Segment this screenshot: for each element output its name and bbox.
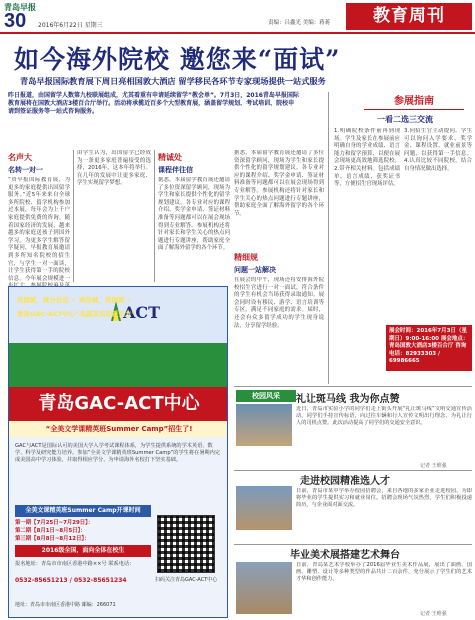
recruit-photo <box>236 486 292 530</box>
editor-credits: 责编：吕鑫光 美编：蒋蒋 <box>268 20 331 26</box>
date-line: 2016年6月22日 星期三 <box>38 22 103 29</box>
section-heading-2: 精诚处 <box>158 153 182 162</box>
qr-caption: 扫码关注青岛GAC-ACT中心 <box>155 577 218 583</box>
ad-address: 地址：青岛市市南区香港中路 邮编：266071 <box>15 602 116 608</box>
tips-col-2 <box>404 128 472 322</box>
tips-subtitle: 一看二选三交流 <box>377 115 433 124</box>
section-body-2b: 据悉，本届留学教育展还邀请了多位资深留学顾问，现场为学生和家长提供个性化的留学规划建议。各专业对应的课程介绍、奖学金申请、签证材料准备等问题都可以在展会现场得到专业解答。参展机构还将针对家长和学生关心的热点问题进行专题讲座，帮助家庭全面了解海外留学的各个环节。 <box>234 150 324 217</box>
section-divider <box>234 544 472 545</box>
article-title-crosswalk: 礼让斑马线 我为你点赞 <box>296 394 400 405</box>
section-body-3: 在展会的中午，现场还将安排海外院校招生官进行一对一面试，符合条件的学生有机会当场获得录取通知。展会同时设有移民、游学、语言培训等专区，满足不同家庭的需求。届时，还会有众多留学成功的学生现身说法，分享留学经验。 <box>234 277 324 329</box>
article-body-art-show: 日前，青岛某艺术学校举办了2016届毕业生美术作品展，展出了油画、国画、雕塑、设计等多种类型的作品共计二百余件，充分展示了学生们的艺术才华和创作能力。 <box>296 562 472 583</box>
article-col-2 <box>77 150 151 284</box>
ad-hotline: 0532-85651213 / 0532-85651234 <box>15 577 127 584</box>
newspaper-logo: 青岛早报 <box>4 3 36 12</box>
section-banner: 教育周刊 <box>346 3 472 30</box>
article-col-1 <box>8 150 70 284</box>
byline: 记者 王维强 <box>420 611 447 617</box>
section-subheading-3: 问题一站解决 <box>234 266 276 274</box>
section-divider <box>234 386 472 387</box>
col-divider <box>73 150 74 282</box>
ad-slogan-2: 青岛GAC-ACT中心“名副其实的新东方” <box>17 310 136 318</box>
schedule-row: 第一期【7月25日~7月29日】： <box>15 520 94 526</box>
byline: 记者 王维强 <box>420 463 447 469</box>
page-header <box>0 0 475 32</box>
gac-act-advertisement <box>8 286 228 618</box>
lede-continued: 由学生认为，出国留学已经成为一条更多家庭普遍接受的选择，2016年，这本年将举行。在几年的发展中让更多家庭、学生实现留学梦想。 <box>77 150 151 187</box>
ad-contact: 报名地址：青岛市市南区香港中路××号 联系电话： <box>15 561 135 567</box>
ad-body: GAC与ACT是国际认可的美国大学入学考试课程体系，为学生提供系统的学术英语、数学、科学及研究能力培养。参加“全美文学课精英班Summer Camp”的学生将在暑期内完成美国高中学习体验，并取得相应学分，为申请海外名校打下坚实基础。 <box>15 443 220 464</box>
ad-slogan-band <box>9 343 228 387</box>
camp-schedule <box>15 519 151 543</box>
ad-subtitle: “全美文学课精英班Summer Camp”招生了! <box>9 421 228 437</box>
campus-section-label: 校园风采 <box>236 390 296 402</box>
lede-paragraph <box>8 92 300 116</box>
tips-title: 参展指南 <box>364 94 464 110</box>
article-col-4 <box>234 150 324 380</box>
section-divider <box>234 470 472 471</box>
ad-deadline: 2016级全国，面向全体在校生 <box>15 545 151 557</box>
article-title-recruit: 走进校园精准选人才 <box>300 476 390 487</box>
camp-schedule-title: 全美文课精英班Summer Camp开课时间 <box>15 505 151 517</box>
ad-slogan-1: 美国就，就分处论 ✓ 美法就，美国就 ✓ <box>17 296 133 304</box>
page-number: 30 <box>4 10 27 32</box>
main-headline: 如今海外院校 邀您来“面试” <box>14 45 341 74</box>
header-rule <box>0 32 475 34</box>
section-subheading-2: 课程伴往信 <box>158 166 193 174</box>
tips-body-2: 3.向招生官主动提问。学生可以询问入学要求、奖学金、课程设置、就业前景等问题，以获得第一手信息。4.认真比较不同院校，结合自身情况做出选择。 <box>404 128 472 172</box>
article-col-3 <box>158 150 230 284</box>
act-brand: ACT <box>123 303 161 322</box>
section-heading-3: 精细规 <box>234 253 258 262</box>
tips-body-1: 1.明确院校条件前再到现场。学生及家长在参展前应明确自身的学业成绩、语言能力和留学预算，以便在展会现场更高效地筛选院校。2.带齐相关材料。包括成绩单、语言成绩、获奖证书等，方便招生官现场评估。 <box>334 128 400 188</box>
lede-text: 昨日报道，由国留学人数第九校联展组成，尤其看重有申请延续留学”教会单”。7月3日，2016青岛早报国际教育展将在国敦大酒店3楼百合厅举行。活动将承揽近百多个大型教育展，涵盖留学规划、考试培训、院校申请到签证服务等一站式咨询服务。 <box>8 92 299 115</box>
section-heading-1: 名声大 <box>8 153 32 162</box>
schedule-row: 第二期【8月1日~8月5日】： <box>15 528 86 534</box>
section-body-1: “资早报国际教育展，为更多的家庭提供出国留学服务。”近5年来来自全球多所院校、留学机构参加过本展，每年会为上千户家庭提供免费的咨询。随着国家经济的发展，越来越多的家庭送孩子到国外学习。为更多学生解答留学疑问，早报教育展邀请到多所知名院校的招生官，与学生一对一面谈，让学生获得第一手的院校信息。今年展会规模进一 <box>8 177 70 282</box>
schedule-row: 第三期【8月8日~8月12日】： <box>15 536 90 542</box>
ad-title: 青岛GAC-ACT中心 <box>9 387 228 421</box>
art-show-photo <box>236 562 292 614</box>
col-divider <box>328 92 329 384</box>
qr-code-icon <box>157 515 215 573</box>
main-subhead: 青岛早报国际教育展下周日亮相国敦大酒店 留学移民各环节专家现场提供一站式服务 <box>20 76 326 86</box>
article-body-crosswalk: 近日，青岛市实验小学的同学们走上街头开展“礼让斑马线”文明交通宣传活动。同学们手持宣传标语，向过往车辆和行人宣传文明出行理念，为礼让行人的司机点赞。此次活动提高了同学们的交通安全意识。 <box>296 406 472 427</box>
col-divider <box>154 150 155 282</box>
article-title-art-show: 毕业美术展搭建艺术舞台 <box>290 550 400 561</box>
section-body-2: 据悉，本届留学教育展还邀请了多位资深留学顾问，现场为学生和家长提供个性化的留学规划建议。各专业对应的课程介绍、奖学金申请、签证材料准备等问题都可以在展会现场得到专业解答。参展机构还将针对家长和学生关心的热点问题进行专题讲座，帮助家庭全面了解海外留学的各个环节。 <box>158 177 230 252</box>
exhibition-info-box: 展会时间：2016年7月3日（星期日）9:00-16:00 展会地点：青岛国敦大酒店3楼百合厅 咨询电话：82933303 / 69986665 <box>386 325 472 371</box>
crosswalk-photo <box>236 404 292 446</box>
section-subheading-1: 名转一对一 <box>8 166 43 174</box>
article-body-recruit: 日前，青岛市某中学举办校园招聘会，来自各地的多家企业走进校园，为即将毕业的学生提供实习和就业岗位。招聘会现场气氛热烈，学生们积极投递简历，与企业面对面交流。 <box>296 488 472 509</box>
